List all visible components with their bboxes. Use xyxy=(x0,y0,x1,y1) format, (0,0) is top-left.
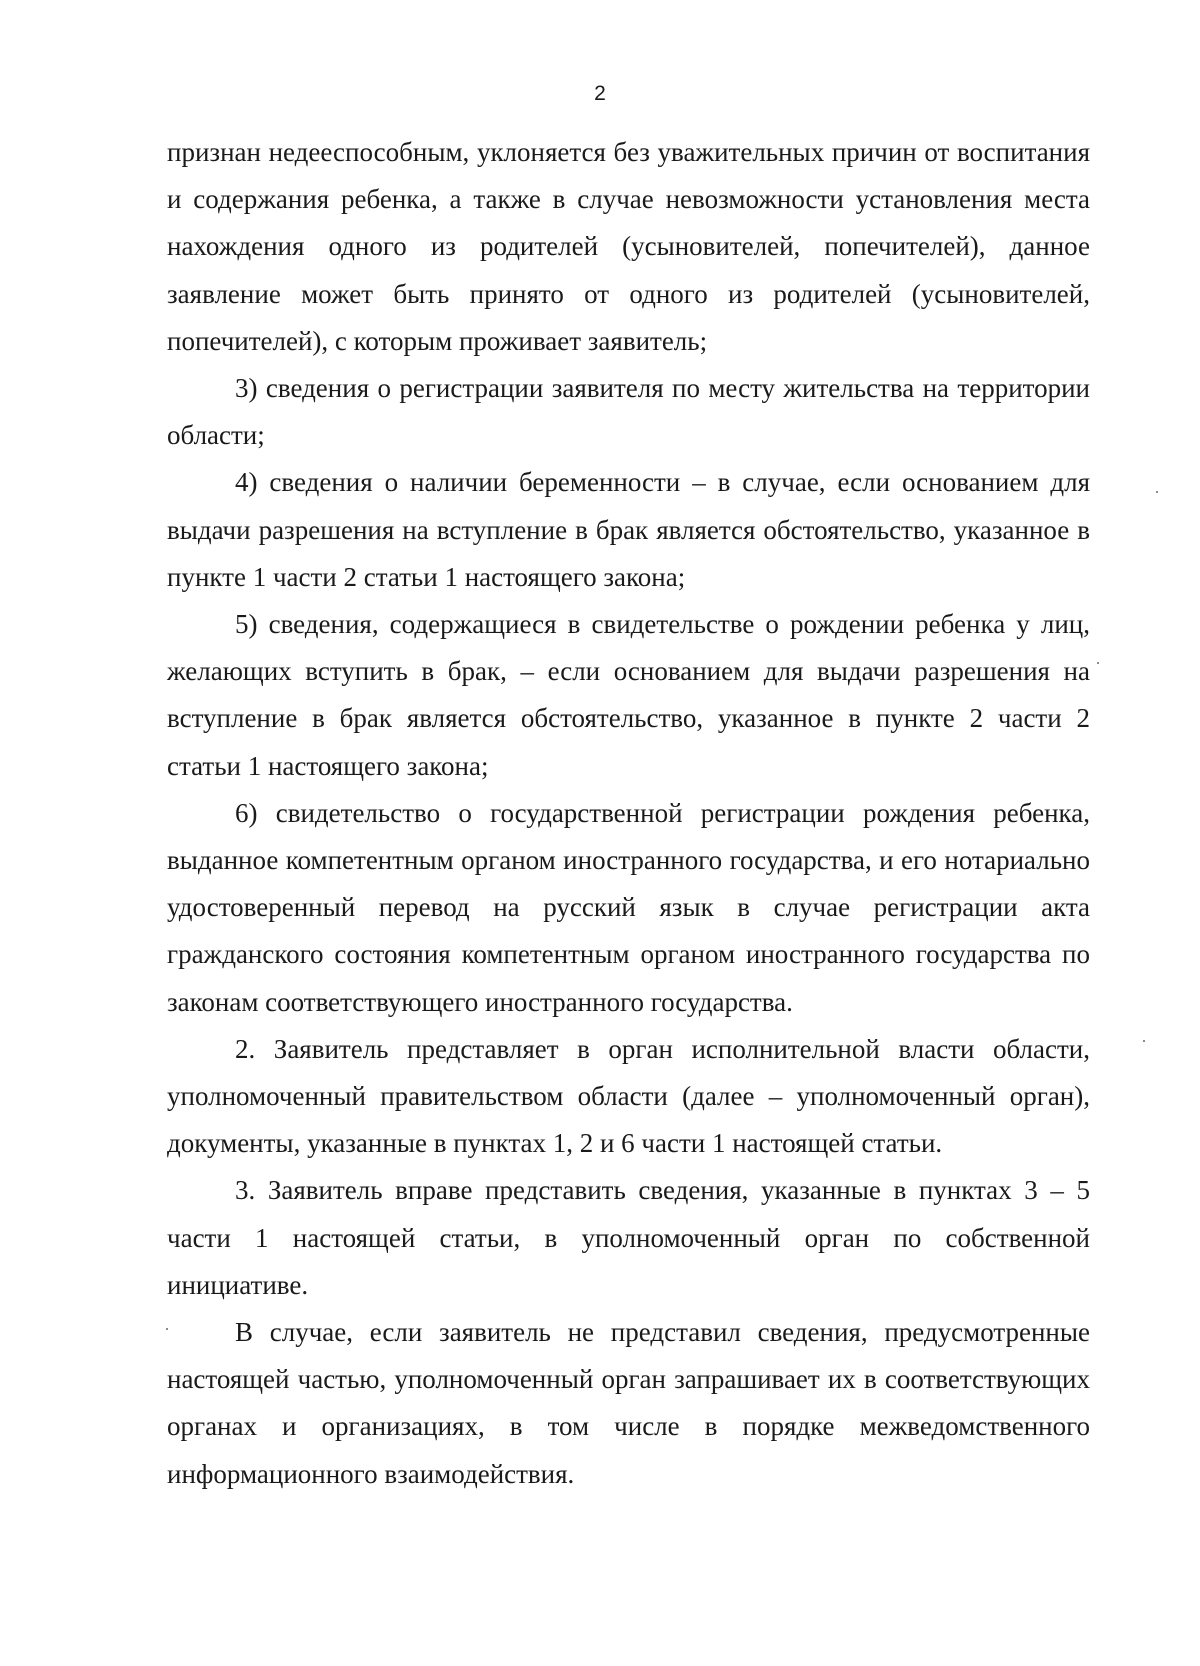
scan-speck xyxy=(1143,1040,1145,1042)
paragraph-item-6: 6) свидетельство о государственной регистрации рождения ребенка, выданное компетентным органом иностранного государства, и его нотариально удостоверенный перевод на русский язык в случае регистрации акта гражданского состояния компетентным органом иностранного государства по законам соответствующего иностранного государства. xyxy=(167,797,1090,1017)
scan-speck xyxy=(166,1328,168,1330)
scan-speck xyxy=(1097,662,1099,664)
document-body xyxy=(167,129,1090,1498)
paragraph-part-3: 3. Заявитель вправе представить сведения, указанные в пунктах 3 – 5 части 1 настоящей статьи, в уполномоченный орган по собственной инициативе. xyxy=(167,1175,1090,1300)
paragraph-part-3-continued: В случае, если заявитель не представил сведения, предусмотренные настоящей частью, уполномоченный орган запрашивает их в соответствующих органах и организациях, в том числе в порядке межведомственного информационного взаимодействия. xyxy=(167,1317,1090,1489)
paragraph-item-4: 4) сведения о наличии беременности – в случае, если основанием для выдачи разрешения на вступление в брак является обстоятельство, указанное в пункте 1 части 2 статьи 1 настоящего закона; xyxy=(167,467,1090,592)
paragraph-continuation: признан недееспособным, уклоняется без уважительных причин от воспитания и содержания ребенка, а также в случае невозможности установления места нахождения одного из родителей (усыновителей, попечителей), данное заявление может быть принято от одного из родителей (усыновителей, попечителей), с которым проживает заявитель; xyxy=(167,137,1090,356)
paragraph-item-5: 5) сведения, содержащиеся в свидетельстве о рождении ребенка у лиц, желающих вступить в брак, – если основанием для выдачи разрешения на вступление в брак является обстоятельство, указанное в пункте 2 части 2 статьи 1 настоящего закона; xyxy=(167,609,1090,781)
scan-speck xyxy=(1156,491,1158,493)
paragraph-part-2: 2. Заявитель представляет в орган исполнительной власти области, уполномоченный правительством области (далее – уполномоченный орган), документы, указанные в пунктах 1, 2 и 6 части 1 настоящей статьи. xyxy=(167,1033,1090,1159)
paragraph-item-3: 3) сведения о регистрации заявителя по месту жительства на территории области; xyxy=(167,373,1090,451)
page-number: 2 xyxy=(594,82,606,105)
